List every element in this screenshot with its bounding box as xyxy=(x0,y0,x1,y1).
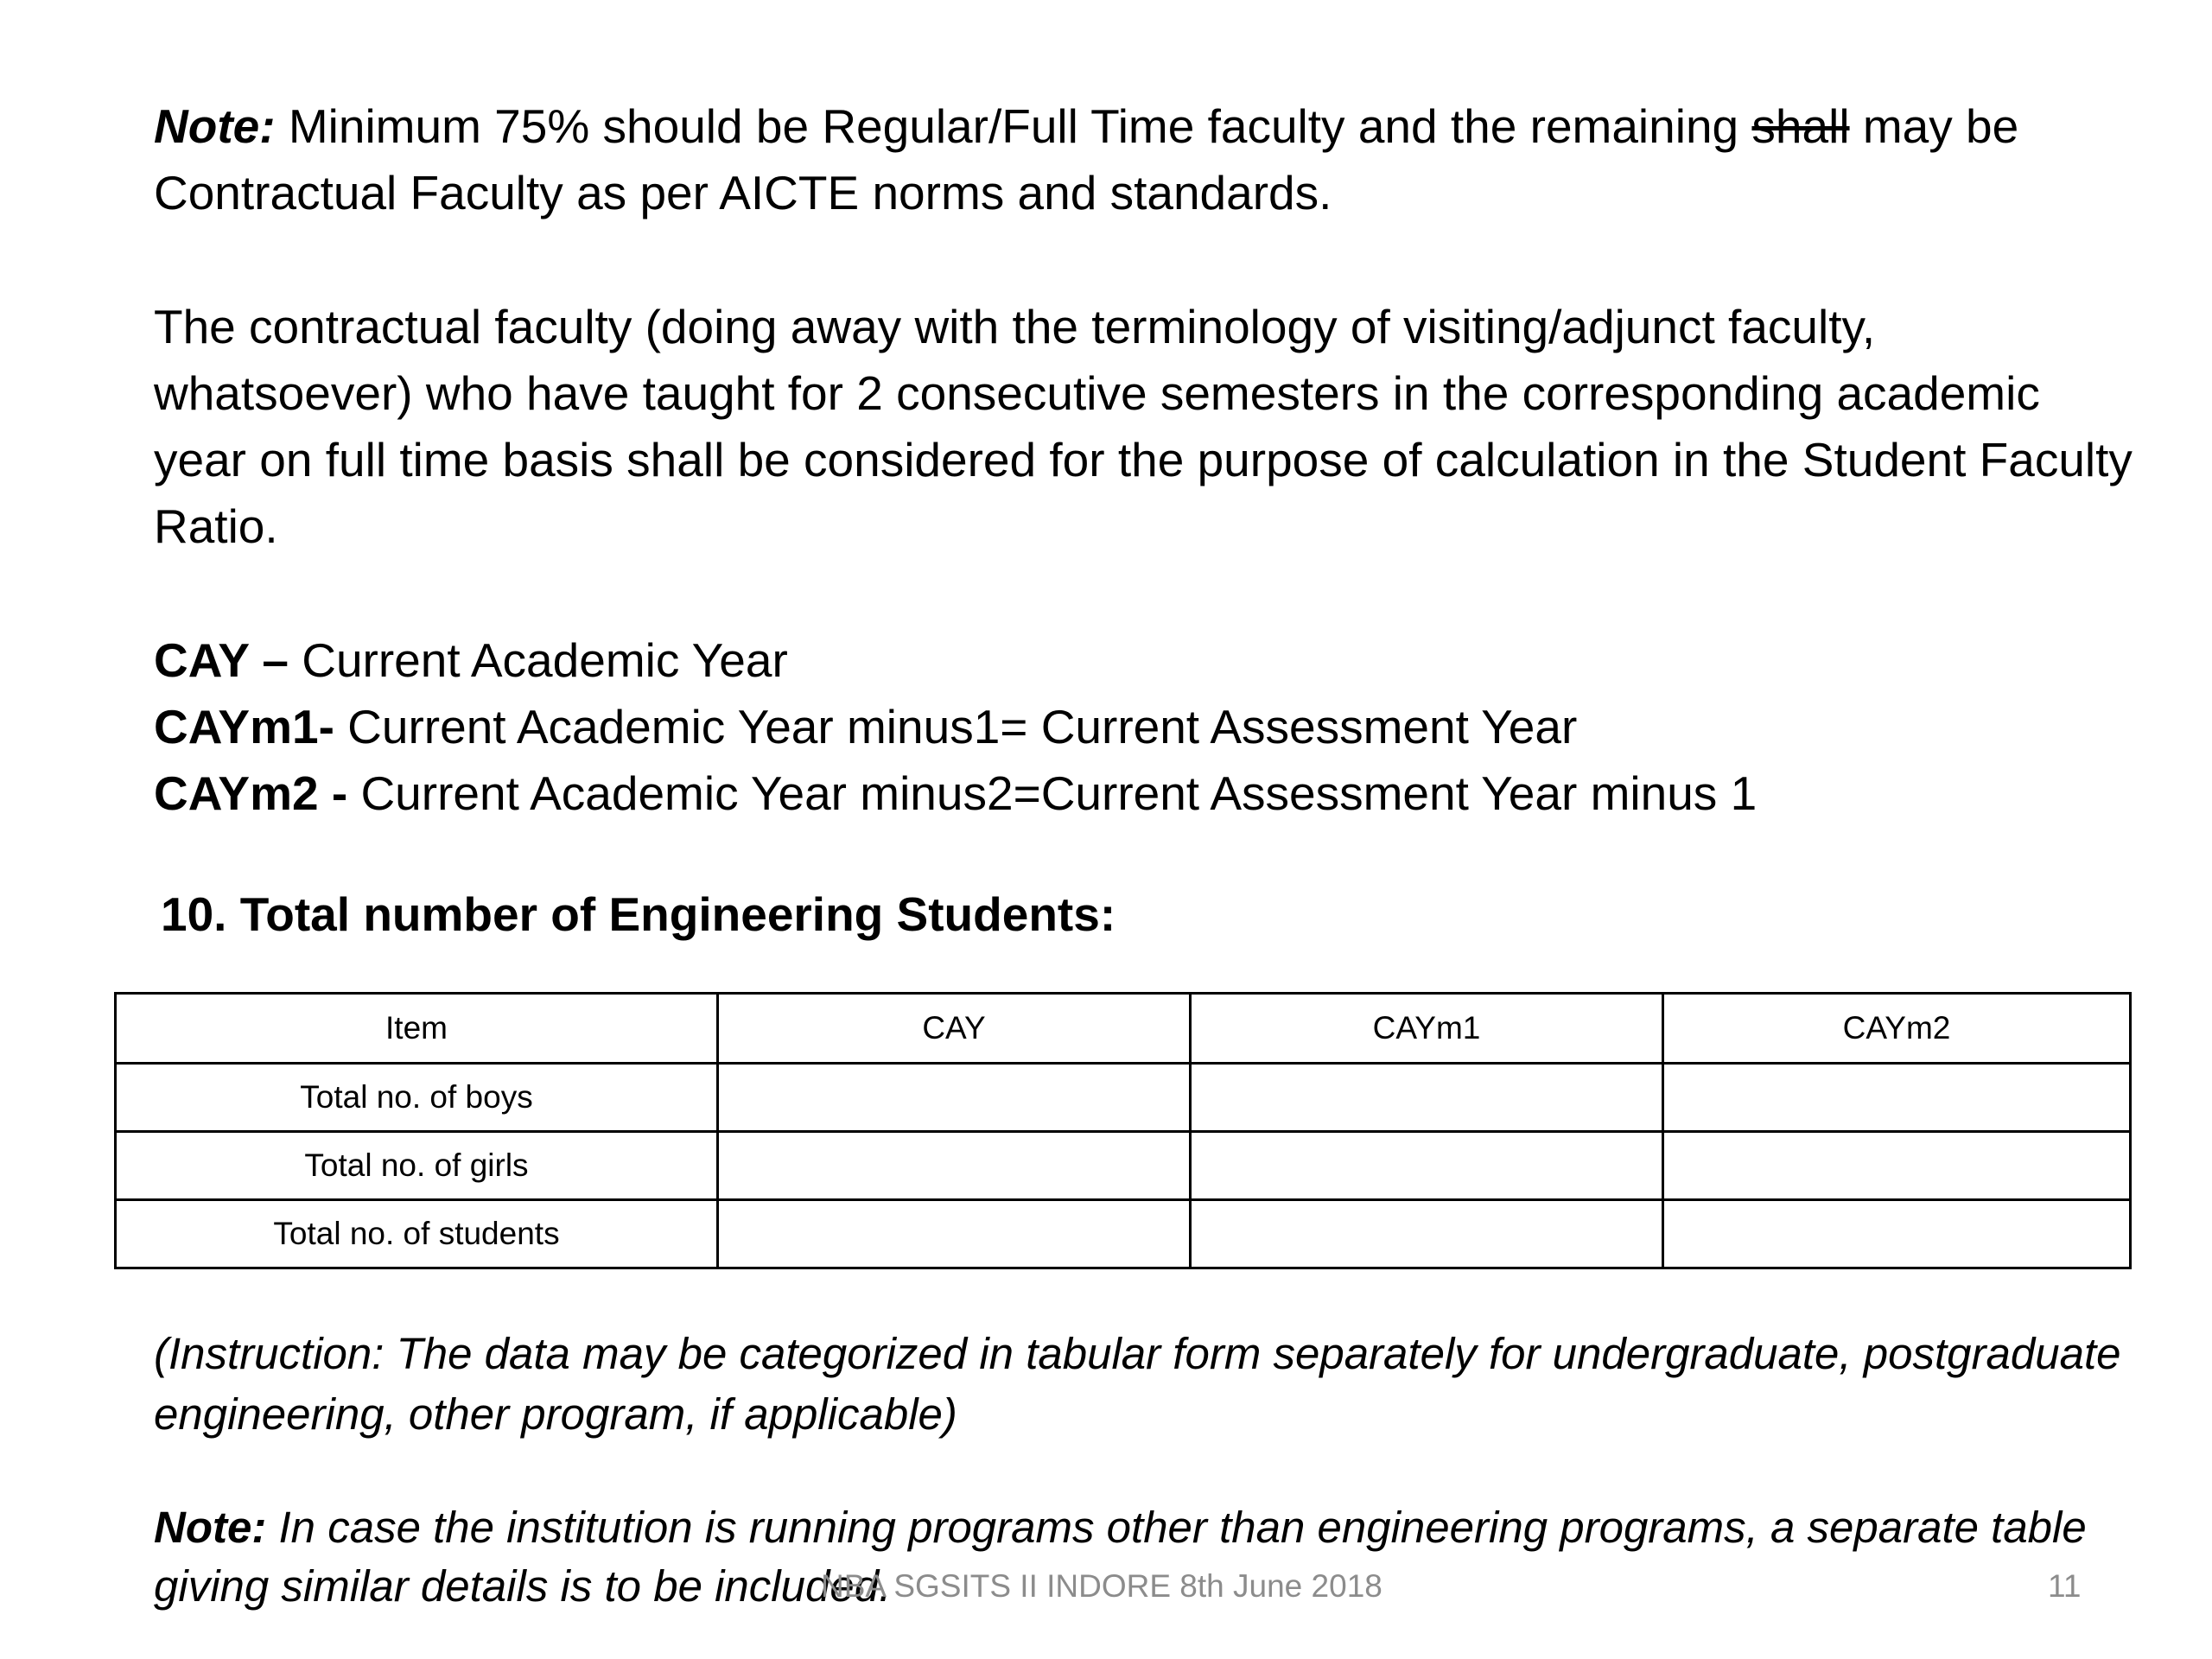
definition-term: CAYm1- xyxy=(154,700,334,753)
definition-cay xyxy=(154,627,2141,694)
definition-desc: Current Academic Year minus2=Current Assessment Year minus 1 xyxy=(347,766,1758,820)
struck-word: shall xyxy=(1751,99,1850,153)
table-cell xyxy=(718,1132,1191,1200)
definition-desc: Current Academic Year xyxy=(288,633,788,687)
column-header-cay: CAY xyxy=(718,994,1191,1064)
table-cell xyxy=(1663,1132,2131,1200)
instruction-text: (Instruction: The data may be categorized in tabular form separately for undergraduate, postgraduate engineering, other program, if applicable) xyxy=(154,1329,2121,1439)
column-header-caym2: CAYm2 xyxy=(1663,994,2131,1064)
row-label: Total no. of students xyxy=(116,1200,718,1268)
table-cell xyxy=(718,1064,1191,1132)
note-text-before: Minimum 75% should be Regular/Full Time faculty and the remaining xyxy=(275,99,1752,153)
row-label: Total no. of boys xyxy=(116,1064,718,1132)
definition-caym2 xyxy=(154,760,2141,827)
table-cell xyxy=(1191,1132,1663,1200)
row-label: Total no. of girls xyxy=(116,1132,718,1200)
column-header-item: Item xyxy=(116,994,718,1064)
footer-text: NBA SGSITS II INDORE 8th June 2018 xyxy=(821,1568,1382,1604)
page-number: 11 xyxy=(2048,1568,2082,1604)
contractual-faculty-paragraph: The contractual faculty (doing away with the terminology of visiting/adjunct faculty, whatsoever) who have taught for 2 consecutive semesters in the corresponding academic year on full time basis shall be considered for the purpose of calculation in the Student Faculty Ratio. xyxy=(154,300,2133,553)
table-cell xyxy=(1663,1200,2131,1268)
table-cell xyxy=(1663,1064,2131,1132)
definition-term: CAYm2 - xyxy=(154,766,348,820)
column-header-caym1: CAYm1 xyxy=(1191,994,1663,1064)
note-text: In case the institution is running programs other than engineering programs, a separate table giving similar details is to be included. xyxy=(154,1503,2087,1611)
note-label: Note: xyxy=(154,99,276,153)
table-row xyxy=(116,1064,2131,1132)
note-label: Note: xyxy=(154,1503,267,1552)
definition-term: CAY – xyxy=(154,633,289,687)
table-row xyxy=(116,1132,2131,1200)
students-table xyxy=(114,992,2132,1269)
definitions-list xyxy=(154,627,2141,827)
table-row xyxy=(116,1200,2131,1268)
definition-desc: Current Academic Year minus1= Current Assessment Year xyxy=(334,700,1578,753)
table-cell xyxy=(1191,1064,1663,1132)
definition-caym1 xyxy=(154,694,2141,760)
table-header-row xyxy=(116,994,2131,1064)
section-title: 10. Total number of Engineering Students: xyxy=(161,887,1116,941)
table-cell xyxy=(718,1200,1191,1268)
faculty-note xyxy=(154,93,2141,226)
table-cell xyxy=(1191,1200,1663,1268)
note-text-after: may be Contractual Faculty as per AICTE norms and standards. xyxy=(154,99,2019,219)
